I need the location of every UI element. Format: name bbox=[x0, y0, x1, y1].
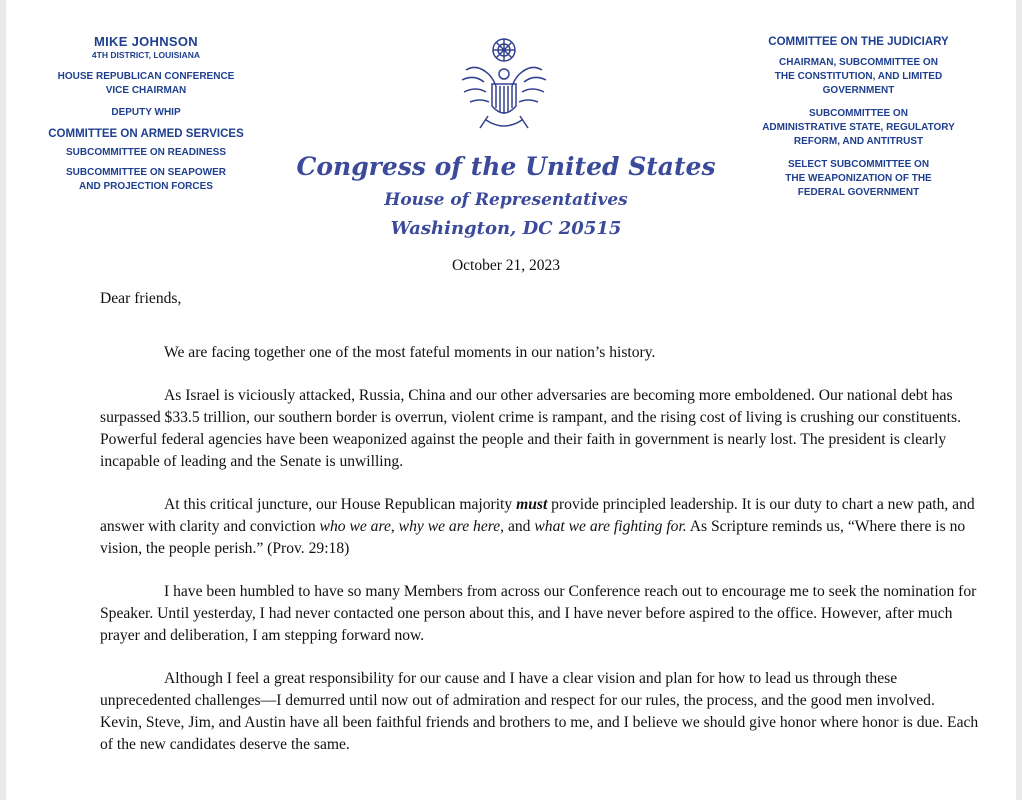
armed-services-committee: COMMITTEE ON ARMED SERVICES bbox=[48, 128, 244, 140]
house-seal-icon bbox=[456, 36, 552, 138]
constitution-sub-1: CHAIRMAN, SUBCOMMITTEE ON bbox=[779, 57, 938, 68]
p3-and: , and bbox=[500, 518, 535, 535]
masthead-address: Washington, DC 20515 bbox=[390, 218, 622, 239]
weaponization-sub-2: THE WEAPONIZATION OF THE bbox=[785, 173, 932, 184]
p3-text-i: As Scripture reminds us, “Where there is no vision, the people perish.” (Prov. 29:18) bbox=[100, 518, 966, 557]
seapower-subcommittee: SUBCOMMITTEE ON SEAPOWER bbox=[65, 167, 226, 178]
p3-why-we-are-here: why we are here bbox=[398, 518, 501, 535]
paragraph-3 bbox=[100, 494, 980, 560]
masthead-congress: Congress of the United States bbox=[296, 152, 716, 181]
readiness-subcommittee: SUBCOMMITTEE ON READINESS bbox=[65, 147, 226, 158]
judiciary-committee: COMMITTEE ON THE JUDICIARY bbox=[768, 36, 949, 48]
letter-body bbox=[100, 288, 980, 756]
paragraph-2: As Israel is viciously attacked, Russia, China and our other adversaries are becoming more emboldened. Our national debt has surpassed $33.5 trillion, our southern border is overrun, violent crime is rampant, and the rising cost of living is crushing our constituents. Powerful federal agencies have been weaponized against the people and their faith in government is nearly lost. The president is clearly incapable of leading and the Senate is unwilling. bbox=[100, 387, 961, 470]
weaponization-sub-1: SELECT SUBCOMMITTEE ON bbox=[787, 159, 930, 170]
paragraph-4: I have been humbled to have so many Members from across our Conference reach out to encourage me to seek the nomination for Speaker. Until yesterday, I had never contacted one person about this, and I have never before aspired to the office. However, after much prayer and deliberation, I am stepping forward now. bbox=[100, 583, 977, 644]
admin-state-sub-2: ADMINISTRATIVE STATE, REGULATORY bbox=[762, 122, 955, 133]
seapower-subcommittee-2: AND PROJECTION FORCES bbox=[79, 181, 213, 192]
member-name: MIKE JOHNSON bbox=[93, 34, 198, 49]
masthead-house: House of Representatives bbox=[384, 190, 628, 210]
constitution-sub-3: GOVERNMENT bbox=[822, 85, 895, 96]
paragraph-1: We are facing together one of the most fateful moments in our nation’s history. bbox=[164, 344, 656, 361]
member-district: 4TH DISTRICT, LOUISIANA bbox=[91, 50, 201, 60]
admin-state-sub-3: REFORM, AND ANTITRUST bbox=[793, 136, 924, 147]
conference-title: HOUSE REPUBLICAN CONFERENCE bbox=[57, 71, 235, 82]
p3-what-we-are-fighting-for: what we are fighting for. bbox=[534, 518, 687, 535]
p3-text-c: provide principled leadership. It is our duty to chart a new path, and answer with clarity and conviction bbox=[100, 496, 975, 535]
weaponization-sub-3: FEDERAL GOVERNMENT bbox=[797, 187, 920, 198]
right-letterhead bbox=[741, 36, 976, 200]
conference-role: VICE CHAIRMAN bbox=[105, 85, 187, 96]
p3-text-a: At this critical juncture, our House Republican majority bbox=[164, 496, 517, 513]
p3-who-we-are: who we are bbox=[319, 518, 391, 535]
letter-page bbox=[6, 0, 1016, 800]
deputy-whip: DEPUTY WHIP bbox=[111, 107, 181, 118]
constitution-sub-2: THE CONSTITUTION, AND LIMITED bbox=[774, 71, 943, 82]
left-letterhead bbox=[36, 34, 256, 194]
p3-emphasis-must: must bbox=[516, 496, 548, 513]
salutation: Dear friends, bbox=[100, 290, 182, 307]
admin-state-sub-1: SUBCOMMITTEE ON bbox=[809, 108, 908, 119]
p3-comma: , bbox=[390, 518, 399, 535]
paragraph-5: Although I feel a great responsibility for our cause and I have a clear vision and plan for how to lead us through these unprecedented challenges—I demurred until now out of admiration and respect for our rules, the process, and the good men involved. Kevin, Steve, Jim, and Austin have all been faithful friends and brothers to me, and I believe we should give honor where honor is due. Each of the new candidates deserve the same. bbox=[100, 670, 979, 753]
letter-date: October 21, 2023 bbox=[451, 257, 561, 274]
